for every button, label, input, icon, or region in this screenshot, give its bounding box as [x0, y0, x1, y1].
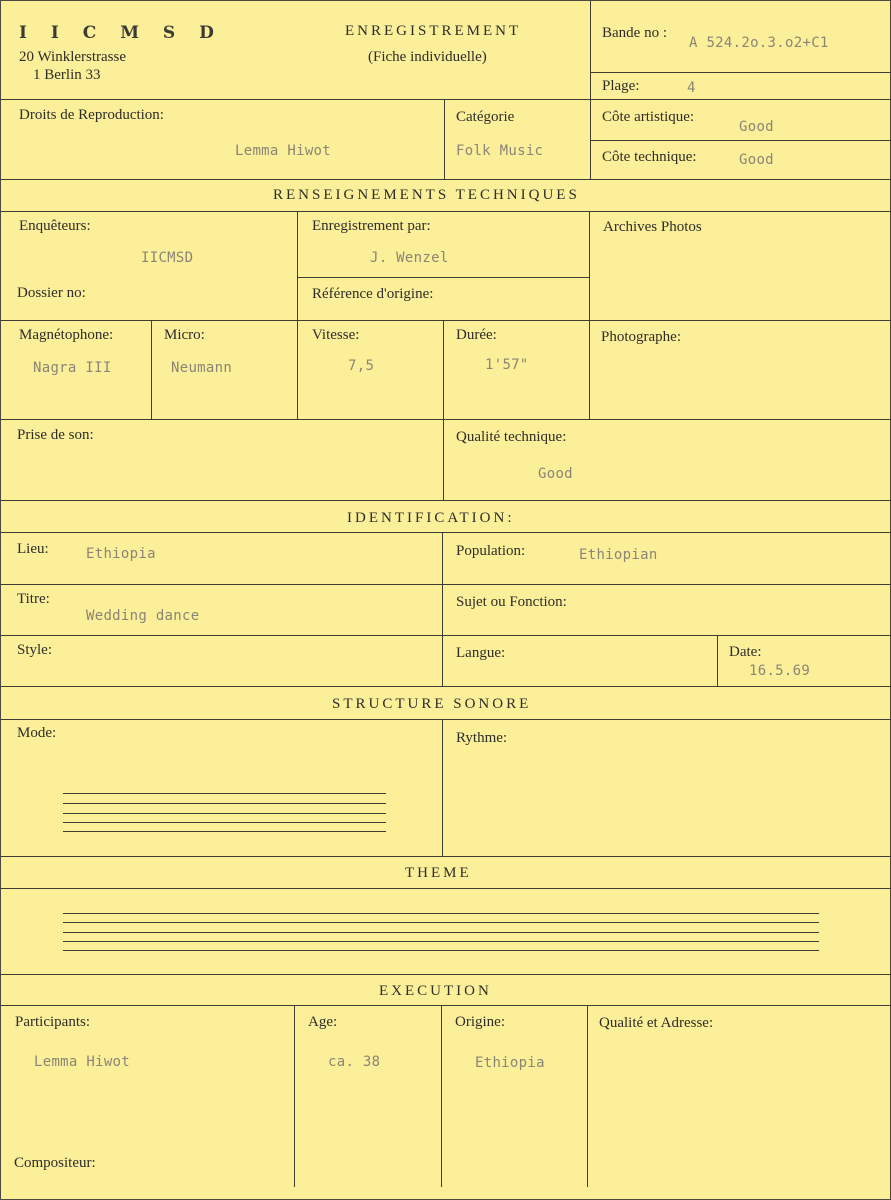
- plage-label: Plage:: [602, 78, 640, 94]
- divider: [151, 320, 152, 419]
- section-heading-technical: RENSEIGNEMENTS TECHNIQUES: [273, 187, 580, 203]
- divider: [1, 500, 891, 501]
- qualite-technique-value: Good: [538, 466, 573, 482]
- divider: [1, 584, 891, 585]
- micro-value: Neumann: [171, 360, 233, 376]
- enregistrement-par-value: J. Wenzel: [370, 250, 449, 266]
- titre-value: Wedding dance: [86, 608, 200, 624]
- titre-label: Titre:: [17, 591, 50, 607]
- enregistrement-par-label: Enregistrement par:: [312, 218, 431, 234]
- cote-artistique-value: Good: [739, 119, 774, 135]
- sujet-label: Sujet ou Fonction:: [456, 594, 567, 610]
- magnetophone-value: Nagra III: [33, 360, 112, 376]
- staff-line: [63, 831, 386, 832]
- lieu-value: Ethiopia: [86, 546, 156, 562]
- archives-photos-label: Archives Photos: [603, 219, 702, 235]
- staff-line: [63, 793, 386, 794]
- divider: [444, 99, 445, 179]
- divider: [441, 1005, 442, 1187]
- plage-value: 4: [687, 80, 696, 96]
- duree-label: Durée:: [456, 327, 497, 343]
- divider: [1, 888, 891, 889]
- magnetophone-label: Magnétophone:: [19, 327, 114, 343]
- divider: [590, 1, 591, 179]
- divider: [1, 211, 891, 212]
- divider: [297, 211, 298, 419]
- form-subtitle: (Fiche individuelle): [368, 49, 487, 65]
- vitesse-label: Vitesse:: [312, 327, 360, 343]
- qualite-adresse-label: Qualité et Adresse:: [599, 1015, 714, 1031]
- divider: [442, 719, 443, 856]
- micro-label: Micro:: [164, 327, 205, 343]
- section-heading-structure: STRUCTURE SONORE: [332, 696, 532, 712]
- qualite-technique-label: Qualité technique:: [456, 429, 567, 445]
- divider: [590, 72, 891, 73]
- divider: [1, 686, 891, 687]
- divider: [1, 179, 891, 180]
- divider: [294, 1005, 295, 1187]
- staff-line: [63, 813, 386, 814]
- section-heading-identification: IDENTIFICATION:: [347, 510, 515, 526]
- age-value: ca. 38: [328, 1054, 381, 1070]
- section-heading-execution: EXECUTION: [379, 983, 492, 999]
- enqueteurs-label: Enquêteurs:: [19, 218, 91, 234]
- enqueteurs-value: IICMSD: [141, 250, 194, 266]
- staff-line: [63, 950, 819, 951]
- population-label: Population:: [456, 543, 526, 559]
- address-line2: 1 Berlin 33: [33, 67, 101, 83]
- bande-value: A 524.2o.3.o2+C1: [689, 35, 829, 51]
- divider: [587, 1005, 588, 1187]
- bande-label: Bande no :: [602, 25, 667, 41]
- divider: [1, 99, 891, 100]
- date-label: Date:: [729, 644, 762, 660]
- vitesse-value: 7,5: [348, 358, 375, 374]
- staff-line: [63, 932, 819, 933]
- divider: [297, 277, 589, 278]
- cote-technique-label: Côte technique:: [602, 149, 697, 165]
- org-logo: I I C M S D: [19, 23, 223, 43]
- divider: [1, 532, 891, 533]
- staff-line: [63, 822, 386, 823]
- form-title: ENREGISTREMENT: [345, 23, 522, 39]
- section-heading-theme: THEME: [405, 865, 472, 881]
- categorie-label: Catégorie: [456, 109, 515, 125]
- cote-technique-value: Good: [739, 152, 774, 168]
- divider: [590, 140, 891, 141]
- divider: [1, 974, 891, 975]
- population-value: Ethiopian: [579, 547, 658, 563]
- divider: [442, 532, 443, 686]
- origine-label: Origine:: [455, 1014, 505, 1030]
- divider: [1, 719, 891, 720]
- compositeur-label: Compositeur:: [14, 1155, 96, 1171]
- divider: [1, 635, 891, 636]
- divider: [1, 1005, 891, 1006]
- droits-label: Droits de Reproduction:: [19, 107, 164, 123]
- dossier-label: Dossier no:: [17, 285, 86, 301]
- staff-line: [63, 803, 386, 804]
- participants-value: Lemma Hiwot: [34, 1054, 131, 1070]
- divider: [589, 211, 590, 419]
- mode-label: Mode:: [17, 725, 57, 741]
- divider: [1, 419, 891, 420]
- langue-label: Langue:: [456, 645, 506, 661]
- staff-line: [63, 922, 819, 923]
- style-label: Style:: [17, 642, 53, 658]
- lieu-label: Lieu:: [17, 541, 49, 557]
- cote-artistique-label: Côte artistique:: [602, 109, 695, 125]
- divider: [717, 635, 718, 686]
- divider: [1, 856, 891, 857]
- duree-value: 1'57": [485, 357, 529, 373]
- prise-de-son-label: Prise de son:: [17, 427, 94, 443]
- staff-line: [63, 913, 819, 914]
- rythme-label: Rythme:: [456, 730, 508, 746]
- participants-label: Participants:: [15, 1014, 90, 1030]
- age-label: Age:: [308, 1014, 338, 1030]
- divider: [443, 320, 444, 500]
- categorie-value: Folk Music: [456, 143, 544, 159]
- photographe-label: Photographe:: [601, 329, 681, 345]
- reference-label: Référence d'origine:: [312, 286, 434, 302]
- divider: [1, 320, 891, 321]
- date-value: 16.5.69: [749, 663, 811, 679]
- staff-line: [63, 941, 819, 942]
- droits-value: Lemma Hiwot: [235, 143, 332, 159]
- origine-value: Ethiopia: [475, 1055, 545, 1071]
- address-line1: 20 Winklerstrasse: [19, 49, 127, 65]
